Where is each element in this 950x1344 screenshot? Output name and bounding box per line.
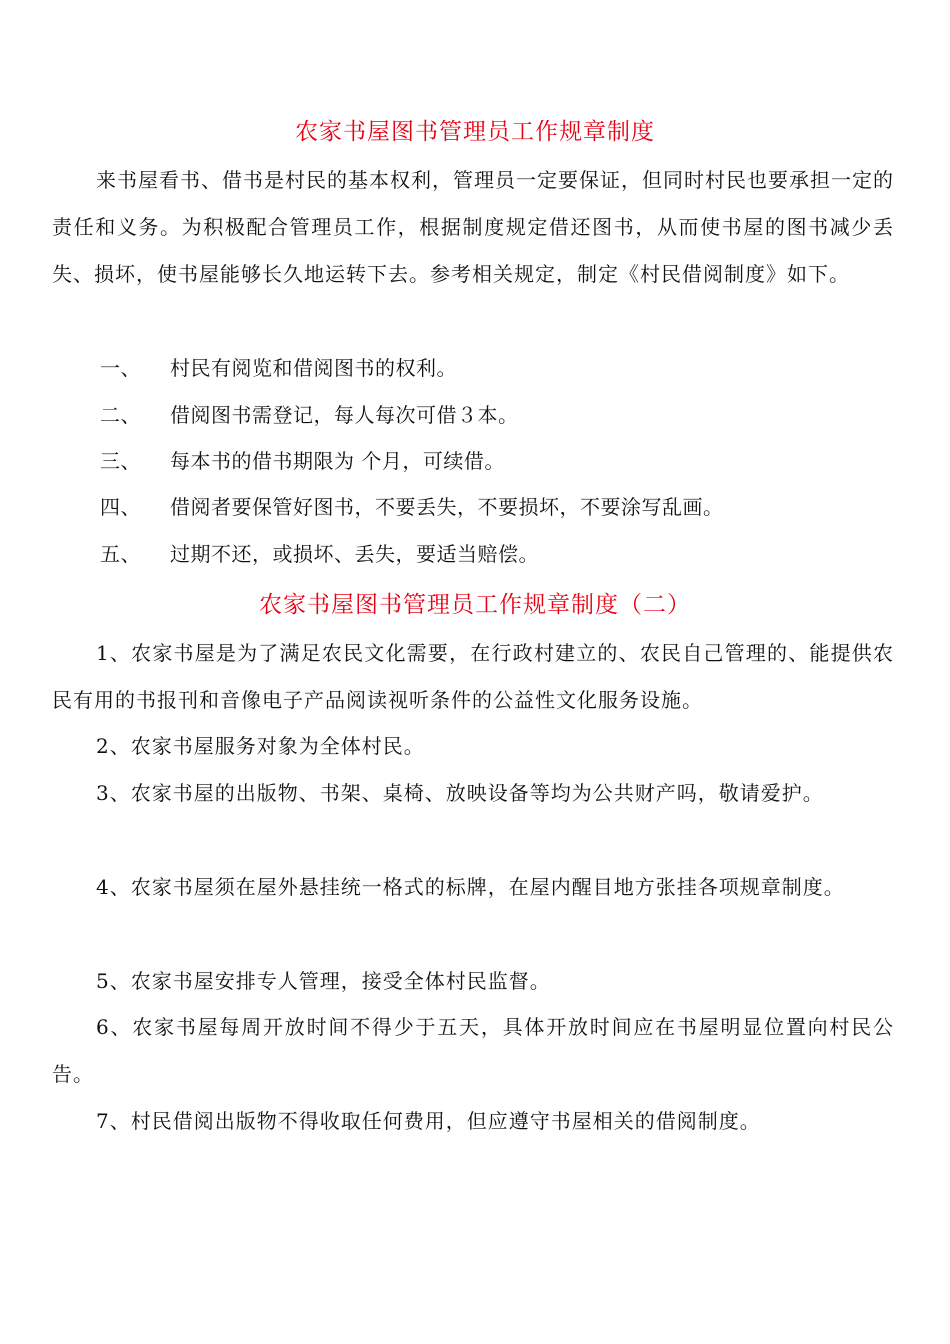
section2-paragraph-4: 4、农家书屋须在屋外悬挂统一格式的标牌，在屋内醒目地方张挂各项规章制度。 [96,875,845,899]
section2-paragraph-3: 3、农家书屋的出版物、书架、桌椅、放映设备等均为公共财产吗，敬请爱护。 [96,781,824,805]
section1-intro: 来书屋看书、借书是村民的基本权利，管理员一定要保证，但同时村民也要承担一定的责任和义务。为积极配合管理员工作，根据制度规定借还图书，从而使书屋的图书减少丢失、损坏，使书屋能够长久地运转下去。参考相关规定，制定《村民借阅制度》如下。 [52,168,894,286]
rule-marker: 五、 [100,542,141,566]
rule-item-2 [100,400,880,430]
rule-item-1 [100,353,880,383]
section1-title: 农家书屋图书管理员工作规章制度 [295,119,655,145]
rule-item-4 [100,492,880,522]
section2-paragraph-6: 6、农家书屋每周开放时间不得少于五天，具体开放时间应在书屋明显位置向村民公告。 [52,1015,894,1086]
rule-marker: 一、 [100,356,141,380]
rule-text: 借阅者要保管好图书，不要丢失，不要损坏，不要涂写乱画。 [170,495,724,519]
rule-item-3 [100,446,880,476]
section2-paragraph-2: 2、农家书屋服务对象为全体村民。 [96,734,425,758]
rule-text: 过期不还，或损坏、丢失，要适当赔偿。 [170,542,539,566]
rule-text: 村民有阅览和借阅图书的权利。 [170,356,457,380]
section2-paragraph-7: 7、村民借阅出版物不得收取任何费用，但应遵守书屋相关的借阅制度。 [96,1109,761,1133]
section2-title: 农家书屋图书管理员工作规章制度（二） [259,592,691,618]
rule-item-5 [100,539,880,569]
rule-text: 每本书的借书期限为 个月，可续借。 [170,449,505,473]
rule-marker: 四、 [100,495,141,519]
rule-marker: 三、 [100,449,141,473]
rule-text: 借阅图书需登记，每人每次可借３本。 [170,403,519,427]
section2-paragraph-1: 1、农家书屋是为了满足农民文化需要，在行政村建立的、农民自己管理的、能提供农民有用的书报刊和音像电子产品阅读视听条件的公益性文化服务设施。 [52,641,894,712]
section2-paragraph-5: 5、农家书屋安排专人管理，接受全体村民监督。 [96,969,551,993]
rule-marker: 二、 [100,403,141,427]
